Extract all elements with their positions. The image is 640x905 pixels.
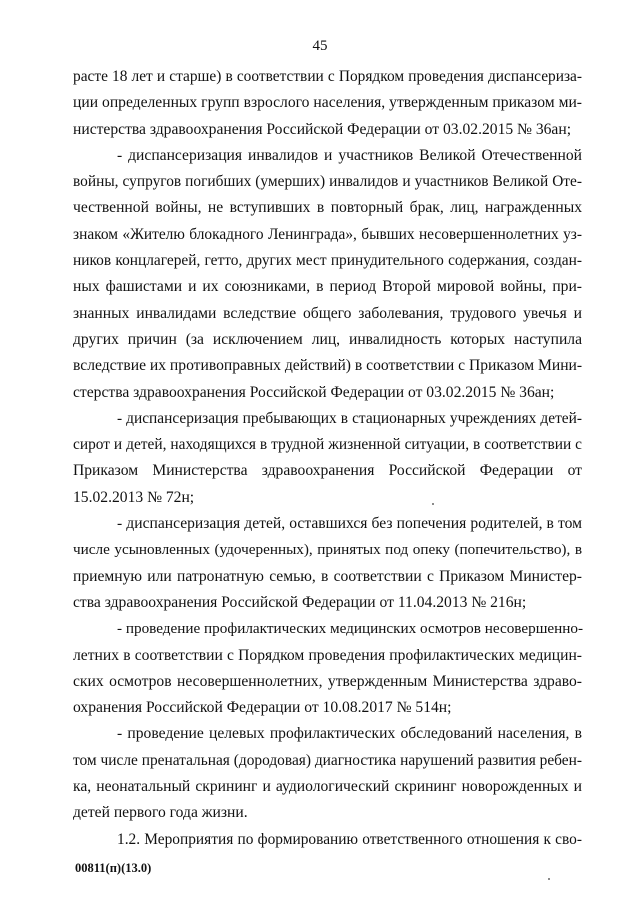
scan-speck	[548, 878, 550, 880]
body-text	[73, 64, 582, 853]
text-line: - диспансеризация инвалидов и участников Великой Отечественной	[117, 146, 582, 164]
text-line: - проведение профилактических медицинских осмотров несовершенно-	[117, 620, 584, 638]
text-line: войны, супругов погибших (умерших) инвалидов и участников Великой Оте-	[73, 173, 582, 191]
text-line: вследствие их противоправных действий) в соответствии с Приказом Мини-	[73, 357, 583, 375]
text-line: ников концлагерей, гетто, других мест принудительного содержания, создан-	[73, 252, 582, 270]
text-line: - проведение целевых профилактических обследований населения, в	[117, 725, 582, 743]
text-line: Приказом Министерства здравоохранения Российской Федерации от	[73, 462, 582, 480]
text-line: других причин (за исключением лиц, инвалидность которых наступила	[73, 330, 582, 348]
text-line: том числе пренатальная (дородовая) диагностика нарушений развития ребен-	[73, 751, 582, 769]
text-line: 1.2. Мероприятия по формированию ответственного отношения к сво-	[117, 830, 582, 848]
text-line: нистерства здравоохранения Российской Федерации от 03.02.2015 № 36ан;	[73, 120, 572, 138]
page-number: 45	[312, 38, 328, 54]
text-line: 15.02.2013 № 72н;	[73, 488, 195, 506]
text-line: приемную или патронатную семью, в соответствии с Приказом Министер-	[73, 567, 582, 585]
text-line: ских осмотров несовершеннолетних, утвержденным Министерства здраво-	[73, 672, 582, 690]
text-line: знанных инвалидами вследствие общего заболевания, трудового увечья и	[73, 304, 582, 322]
text-line: числе усыновленных (удочеренных), принятых под опеку (попечительство), в	[73, 541, 582, 559]
footer-document-code: 00811(п)(13.0)	[75, 861, 152, 875]
text-line: знаком «Жителю блокадного Ленинграда», бывших несовершеннолетних уз-	[73, 225, 582, 243]
text-line: детей первого года жизни.	[73, 804, 248, 822]
text-line: - диспансеризация пребывающих в стационарных учреждениях детей-	[117, 409, 582, 427]
text-line: ных фашистами и их союзниками, в период Второй мировой войны, при-	[73, 278, 582, 296]
text-line: - диспансеризация детей, оставшихся без попечения родителей, в том	[117, 515, 582, 533]
text-line: стерства здравоохранения Российской Федерации от 03.02.2015 № 36ан;	[73, 383, 555, 401]
text-line: охранения Российской Федерации от 10.08.2017 № 514н;	[73, 699, 452, 717]
scan-speck	[432, 503, 434, 505]
text-line: ка, неонатальный скрининг и аудиологический скрининг новорожденных и	[73, 778, 582, 796]
text-line: чественной войны, не вступивших в повторный брак, лиц, награжденных	[73, 199, 582, 217]
text-line: летних в соответствии с Порядком проведения профилактических медицин-	[73, 646, 582, 664]
text-line: ства здравоохранения Российской Федерации от 11.04.2013 № 216н;	[73, 593, 527, 611]
text-line: расте 18 лет и старше) в соответствии с Порядком проведения диспансериза-	[73, 68, 582, 85]
text-line: ции определенных групп взрослого населения, утвержденным приказом ми-	[73, 94, 582, 112]
text-line: сирот и детей, находящихся в трудной жизненной ситуации, в соответствии с	[73, 436, 582, 454]
